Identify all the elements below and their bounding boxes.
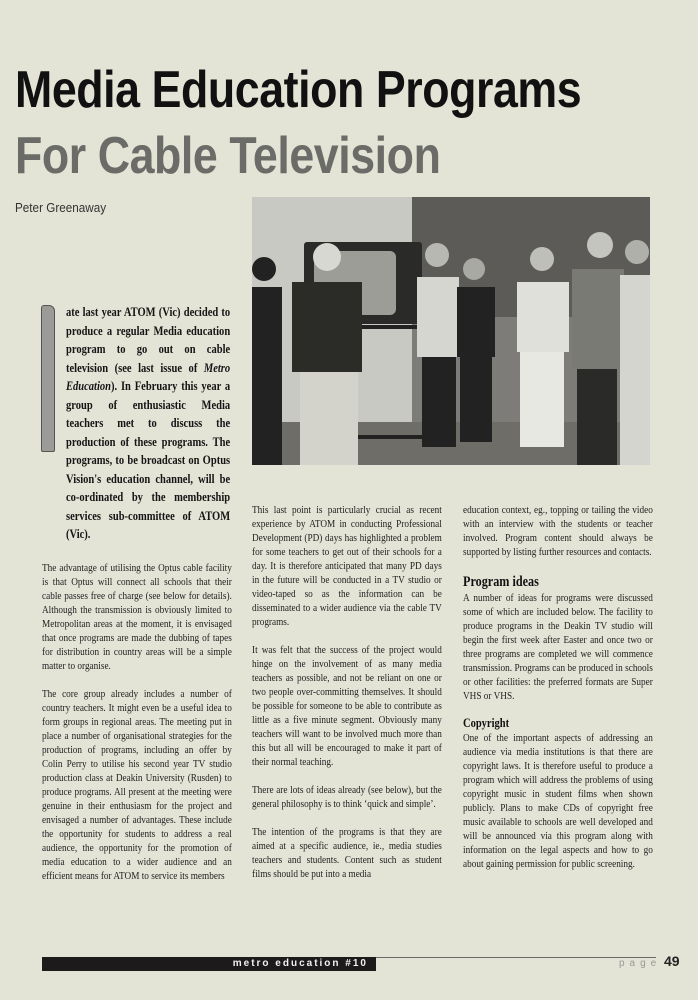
article-title: Media Education Programs (15, 61, 582, 119)
intro-paragraph (66, 303, 230, 544)
body-paragraph: A number of ideas for programs were discussed some of which are included below. The facility to produce programs in the Deakin TV studio will begin the first week after Easter and once two or three programs are completed we will commence transmission. Programs can be produced in schools or other facilities: the preferred formats are Super VHS or VHS. (463, 592, 653, 702)
footer-bar (42, 957, 376, 971)
body-paragraph: The core group already includes a number of country teachers. It might even be a useful idea to form groups in regional areas. The meeting put in place a number of organisational strategies for the production of programs, including an offer by Colin Perry to utilise his second year TV studio production class at Deakin University (Rusden) to produce programs. All present at the meeting were genuine in their enthusiasm for the project and envisaged a number of advantages. These include the opportunity for students to address a real audience, the opportunity for the promotion of media education to a wider audience and an efficient means for ATOM to service its members (42, 688, 232, 882)
section-heading-copyright: Copyright (463, 716, 510, 730)
body-paragraph: education context, eg., topping or tailing the video with an interview with the students or teacher involved. Program content should always be supported by listing further resources and contacts. (463, 504, 653, 558)
page-number: 49 (664, 953, 680, 969)
intro-text-a: ate last year ATOM (Vic) decided to produce a regular Media education program to go out on cable television (see last issue of (66, 305, 231, 375)
page-label: page (619, 958, 662, 969)
body-paragraph: One of the important aspects of addressing an audience via media institutions is that there are copyright laws. It is therefore useful to produce a program which will address the problems of using copyright music in student films when shown publicly. Plans to make CDs of copyright free music available to schools are well developed and will be announced via this program along with information on the legal aspects and how to go about gaining permission for public screening. (463, 732, 653, 870)
section-heading-program-ideas: Program ideas (463, 574, 539, 590)
author-byline: Peter Greenaway (15, 200, 107, 215)
column-1 (42, 561, 232, 897)
drop-cap (41, 305, 55, 452)
column-3 (463, 503, 653, 885)
body-paragraph: The advantage of utilising the Optus cable facility is that Optus will connect all schools that their cable passes free of charge (see below for details). Although the transmission is obviously limited to Metropolitan areas at the moment, it is envisaged that once programs are made the dubbing of tapes for distribution in country areas will be a simple matter to organise. (42, 562, 232, 672)
article-subtitle: For Cable Television (15, 127, 441, 185)
body-paragraph: It was felt that the success of the project would hinge on the involvement of as many media teachers as possible, and not be reliant on one or two people over-committing themselves. It should be possible for someone to be able to contribute as little as a five minute segment. Obviously many teachers will want to be involved much more than this but all will be encouraged to make it part of their normal teaching. (252, 644, 442, 768)
intro-publication-title: Metro Education (66, 360, 231, 393)
publication-name: metro education #10 (232, 958, 368, 969)
body-paragraph: There are lots of ideas already (see below), but the general philosophy is to think ‘quick and simple’. (252, 784, 442, 810)
photo-illustration (252, 197, 650, 465)
footer-rule (376, 957, 656, 958)
intro-text-b: ). In February this year a group of enthusiastic Media teachers met to discuss the production of these programs. The programs, to be broadcast on Optus Vision's education channel, will be co-ordinated by the membership services sub-committee of ATOM (Vic). (66, 379, 231, 541)
column-2 (252, 503, 442, 895)
body-paragraph: This last point is particularly crucial as recent experience by ATOM in conducting Professional Development (PD) days has highlighted a problem for some teachers to get out of their schools for a day. It is therefore anticipated that many PD days in the future will be conducted in a TV studio or video-taped so as the information can be disseminated to a wider audience via the cable TV programs. (252, 504, 442, 628)
meeting-photo (252, 197, 650, 465)
body-paragraph: The intention of the programs is that they are aimed at a specific audience, ie., media studies teachers and students. Content such as student films should be put into a media (252, 826, 442, 880)
